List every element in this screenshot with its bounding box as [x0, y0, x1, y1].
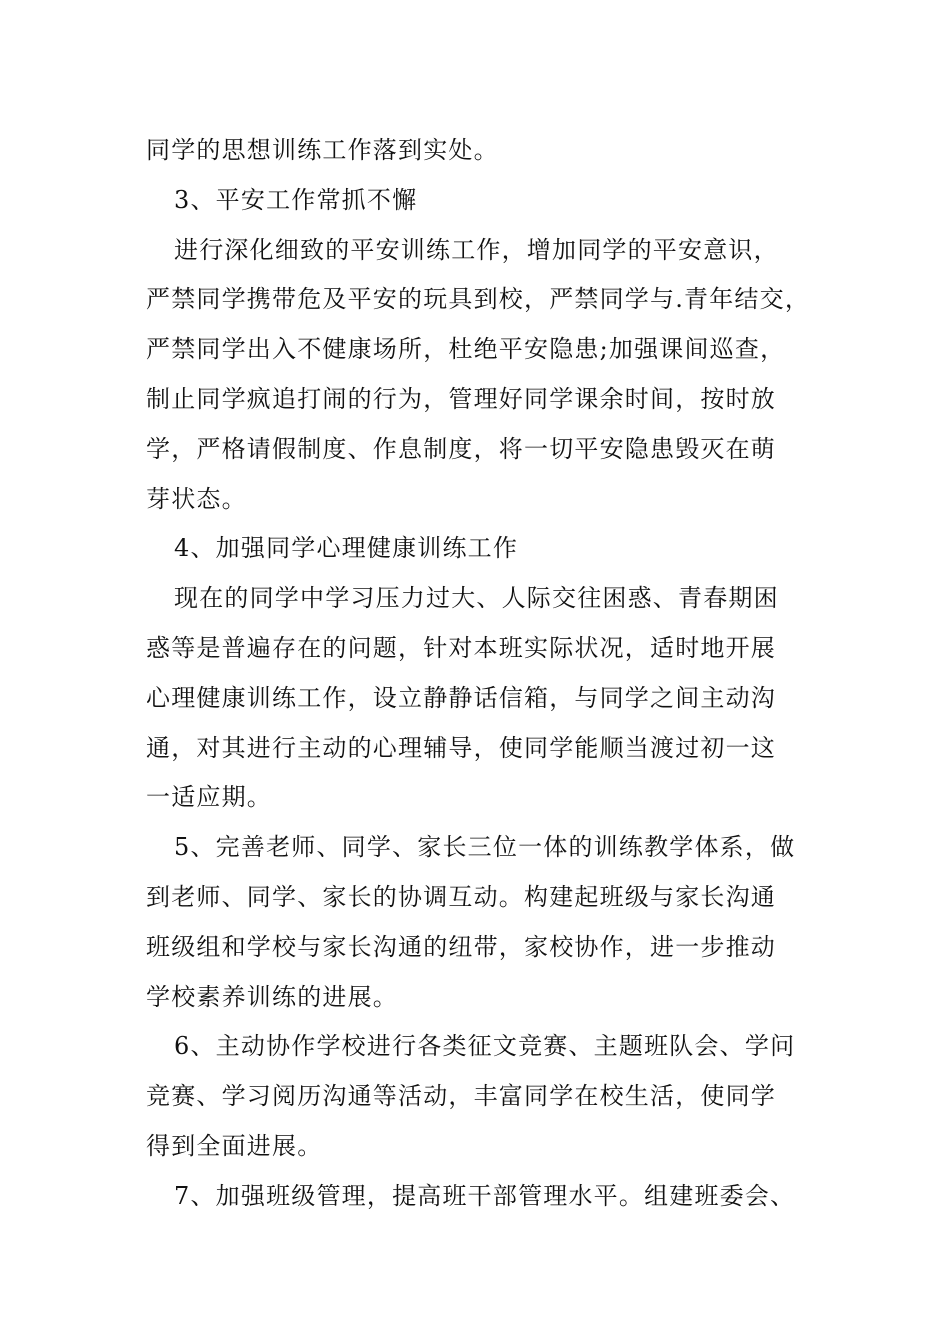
text-line: 7、加强班级管理，提高班干部管理水平。组建班委会、	[174, 1181, 796, 1210]
text-line: 现在的同学中学习压力过大、人际交往困惑、青春期困	[174, 584, 779, 613]
document-body	[146, 126, 826, 1222]
text-line: 制止同学疯追打闹的行为，管理好同学课余时间，按时放	[146, 384, 776, 413]
text-line: 严禁同学出入不健康场所，杜绝平安隐患;加强课间巡查，	[146, 335, 786, 364]
text-line: 同学的思想训练工作落到实处。	[146, 136, 499, 164]
text-line: 6、主动协作学校进行各类征文竞赛、主题班队会、学问	[174, 1032, 796, 1061]
text-line: 得到全面进展。	[146, 1131, 323, 1160]
text-line: 进行深化细致的平安训练工作，增加同学的平安意识，	[174, 235, 779, 264]
text-line: 5、完善老师、同学、家长三位一体的训练教学体系，做	[174, 833, 796, 862]
text-line: 到老师、同学、家长的协调互动。构建起班级与家长沟通	[146, 882, 776, 911]
text-line: 通，对其进行主动的心理辅导，使同学能顺当渡过初一这	[146, 733, 776, 762]
text-line: 4、加强同学心理健康训练工作	[174, 534, 519, 563]
text-line: 严禁同学携带危及平安的玩具到校，严禁同学与.青年结交，	[146, 285, 811, 314]
text-line: 芽状态。	[146, 484, 247, 513]
text-line: 一适应期。	[146, 783, 272, 812]
text-line: 班级组和学校与家长沟通的纽带，家校协作，进一步推动	[146, 932, 776, 961]
text-line: 学校素养训练的进展。	[146, 982, 398, 1011]
text-line: 心理健康训练工作，设立静静话信箱，与同学之间主动沟	[146, 683, 776, 712]
text-line: 学，严格请假制度、作息制度，将一切平安隐患毁灭在萌	[146, 434, 776, 463]
text-line: 3、平安工作常抓不懈	[174, 185, 418, 214]
text-line: 竞赛、学习阅历沟通等活动，丰富同学在校生活，使同学	[146, 1082, 776, 1111]
text-line: 惑等是普遍存在的问题，针对本班实际状况，适时地开展	[146, 633, 776, 662]
